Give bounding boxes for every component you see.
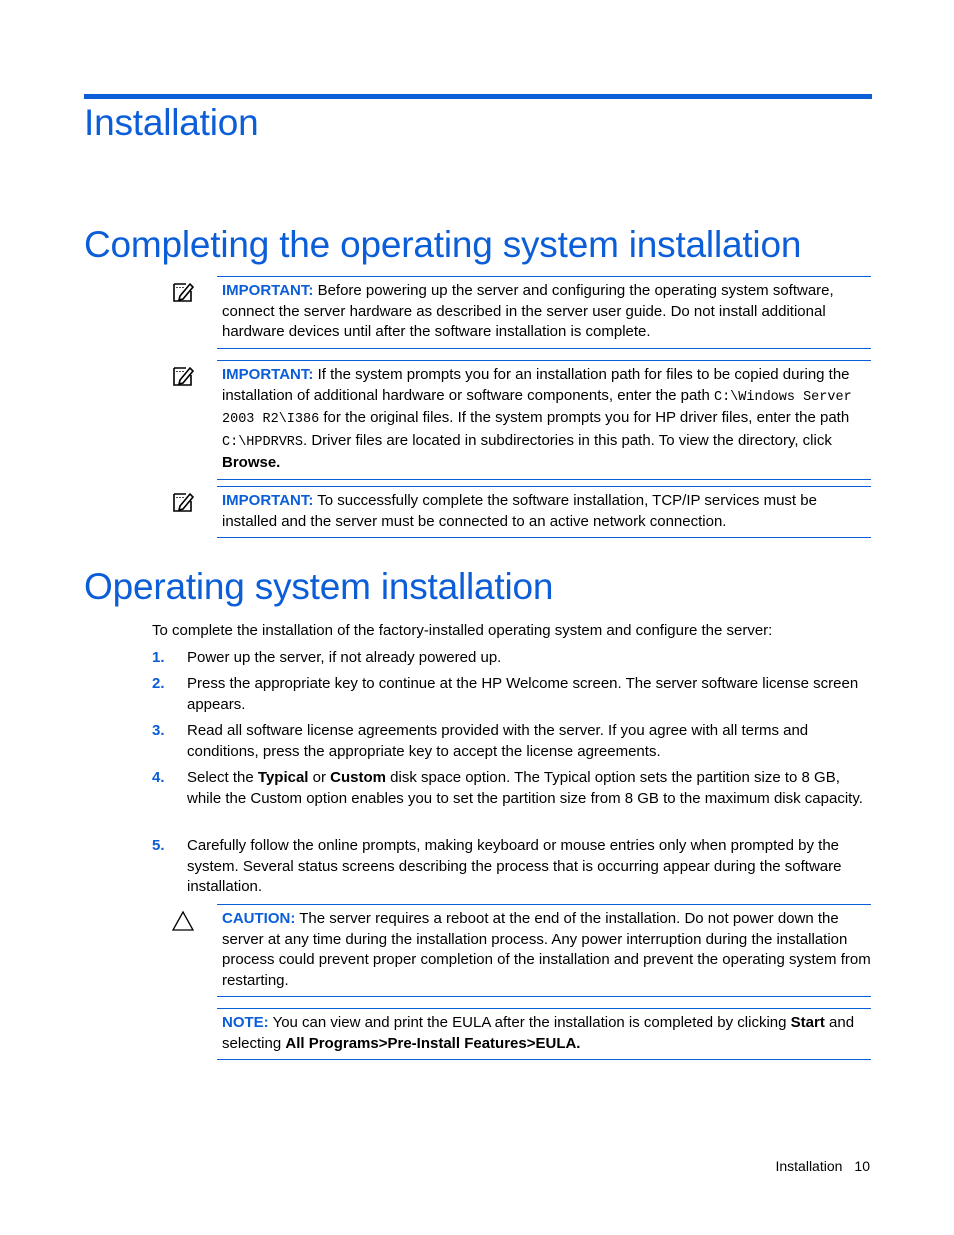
- page-footer: [775, 1158, 870, 1174]
- notice-label: IMPORTANT:: [222, 282, 314, 299]
- note-text: You can view and print the EULA after the installation is completed by clicking: [272, 1014, 787, 1031]
- list-item: [152, 674, 872, 715]
- windows-path-code: C:\Windows Server 2003 R2\I386: [222, 389, 852, 428]
- page-number: 10: [854, 1158, 870, 1174]
- notice-label: IMPORTANT:: [222, 366, 314, 383]
- footer-section: Installation: [775, 1158, 843, 1174]
- step-text: Power up the server, if not already powered up.: [187, 649, 502, 666]
- step-number: 1.: [152, 649, 165, 666]
- list-item: [152, 648, 872, 669]
- caution-triangle-icon: [171, 909, 195, 933]
- start-label: Start: [790, 1014, 825, 1031]
- note-label: NOTE:: [222, 1014, 269, 1031]
- caution-text: The server requires a reboot at the end of the installation. Do not power down the server at any time during the installation process. Any power interruption during the installation process could prevent proper completion of the installation and prevent the operating system from restarting.: [222, 910, 871, 989]
- eula-path-label: All Programs>Pre-Install Features>EULA.: [285, 1034, 581, 1052]
- caution-label: CAUTION:: [222, 910, 296, 927]
- chapter-title: Installation: [84, 102, 259, 143]
- list-item: [152, 721, 872, 762]
- note-notice: [217, 1008, 871, 1060]
- step-text-part: disk space option. The Typical option sets the partition size to 8 GB, while the Custom option enables you to set the partition size from 8 GB to the maximum disk capacity.: [187, 769, 863, 807]
- notice-text: . Driver files are located in subdirectories in this path. To view the directory, click: [303, 431, 832, 449]
- step-number: 3.: [152, 722, 165, 739]
- important-notice-3: [217, 486, 871, 538]
- step-text: Read all software license agreements provided with the server. If you agree with all terms and conditions, press the appropriate key to accept the license agreements.: [187, 722, 809, 760]
- important-pencil-icon: [171, 490, 195, 514]
- step-number: 2.: [152, 675, 165, 692]
- list-item: [152, 836, 872, 898]
- chapter-rule: [84, 94, 872, 99]
- step-text: [187, 768, 872, 809]
- important-pencil-icon: [171, 280, 195, 304]
- step-text: Press the appropriate key to continue at the HP Welcome screen. The server software license screen appears.: [187, 675, 859, 713]
- typical-option-label: Typical: [257, 769, 309, 786]
- step-text-part: or: [312, 769, 326, 786]
- custom-option-label: Custom: [330, 769, 386, 786]
- notice-text: Before powering up the server and configuring the operating system software, connect the server hardware as described in the server user guide. Do not install additional hardware devices until after the software installation is complete.: [222, 282, 834, 341]
- notice-text: for the original files. If the system prompts you for HP driver files, enter the path: [323, 409, 850, 427]
- section-title-completing: Completing the operating system installation: [84, 224, 802, 265]
- notice-text: To successfully complete the software installation, TCP/IP services must be installed and the server must be connected to an active network connection.: [222, 492, 817, 530]
- note-text: and selecting: [222, 1014, 855, 1052]
- important-notice-2: [217, 360, 871, 480]
- step-text-part: Select the: [187, 769, 254, 786]
- notice-text: If the system prompts you for an installation path for files to be copied during the installation of additional hardware or software components, enter the path: [222, 366, 850, 404]
- step-text: Carefully follow the online prompts, making keyboard or mouse entries only when prompted by the system. Several status screens describing the process that is occurring appear during the software installation.: [187, 837, 842, 896]
- hpdrvrs-path-code: C:\HPDRVRS: [222, 434, 304, 450]
- caution-notice: [217, 904, 871, 997]
- list-item: [152, 768, 872, 809]
- important-notice-1: [217, 276, 871, 349]
- intro-paragraph: To complete the installation of the factory-installed operating system and configure the server:: [152, 622, 773, 639]
- browse-label: Browse.: [222, 454, 281, 472]
- notice-label: IMPORTANT:: [222, 492, 314, 509]
- step-number: 4.: [152, 769, 165, 786]
- step-number: 5.: [152, 837, 165, 854]
- important-pencil-icon: [171, 364, 195, 388]
- section-title-os-installation: Operating system installation: [84, 566, 554, 607]
